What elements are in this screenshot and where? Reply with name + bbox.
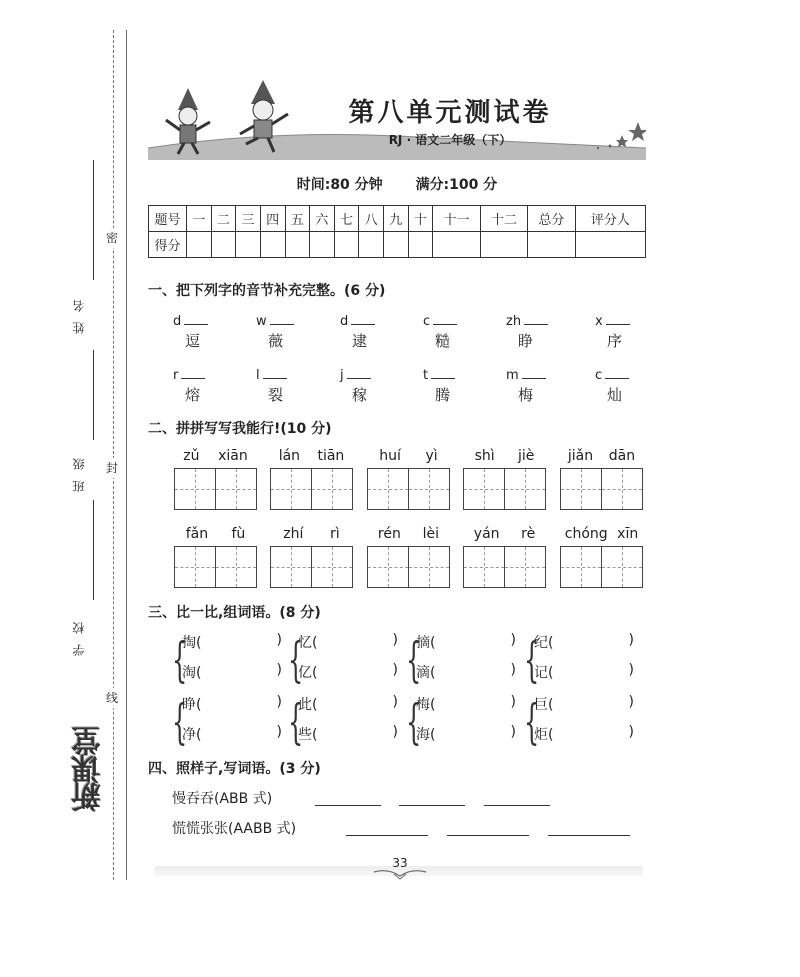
score-table-score-row (149, 232, 646, 258)
score-col: 六 (310, 206, 335, 232)
page-title: 第八单元测试卷 (348, 98, 552, 128)
q1-pinyin: w (256, 314, 267, 329)
pair-char: 净( (182, 727, 202, 743)
pair-char: 睁( (182, 697, 202, 713)
pair-row-top[interactable] (534, 694, 634, 714)
pair-char: 海( (416, 727, 436, 743)
q1-pinyin: d (340, 314, 349, 329)
page-number: 33 (392, 856, 408, 870)
score-col: 十二 (480, 206, 527, 232)
q1-char: 睁 (518, 332, 534, 350)
score-table-row2-label: 得分 (149, 232, 187, 258)
brace-icon: { (172, 632, 188, 688)
grid-pinyin: jiǎn (567, 448, 594, 464)
grid-pinyin: fǎn (185, 526, 209, 542)
score-col: 一 (187, 206, 212, 232)
q4-title: 四、照样子,写词语。(3 分) (148, 761, 321, 777)
pair-char: 亿( (298, 665, 318, 681)
answer-blank[interactable] (484, 804, 550, 806)
grid-pinyin: zǔ (183, 448, 200, 464)
pair-char: 炬( (534, 727, 554, 743)
pinyin-grid[interactable] (463, 526, 546, 588)
pair-char: 忆( (298, 635, 318, 651)
answer-blank[interactable] (346, 834, 428, 836)
full-score: 满分:100 分 (415, 177, 498, 193)
tian-box[interactable] (312, 547, 352, 587)
ornament-icon (370, 866, 430, 880)
pair-char: 些( (298, 727, 318, 743)
score-col: 评分人 (575, 206, 645, 232)
q1-pinyin: d (173, 314, 182, 329)
tian-box[interactable] (271, 469, 312, 509)
score-cell[interactable] (260, 232, 285, 258)
grid-pinyin: lèi (422, 526, 440, 542)
pinyin-grid[interactable] (270, 526, 353, 588)
pinyin-grid[interactable] (367, 448, 450, 510)
q1-item[interactable] (595, 312, 645, 351)
q1-pinyin: j (340, 368, 344, 383)
grid-pinyin: xiān (218, 448, 248, 464)
q1-item[interactable] (256, 312, 306, 351)
pair-row-top[interactable] (298, 632, 398, 652)
pair-close: ) (392, 632, 398, 648)
compare-pair (288, 632, 398, 692)
pair-char: 摘( (416, 635, 436, 651)
compare-pair (288, 694, 398, 754)
q1-char: 裂 (268, 386, 284, 404)
tian-box[interactable] (409, 469, 449, 509)
pair-char: 淘( (182, 665, 202, 681)
grid-pinyin: dān (608, 448, 636, 464)
pair-row-top[interactable] (416, 694, 516, 714)
score-cell[interactable] (480, 232, 527, 258)
pair-row-top[interactable] (416, 632, 516, 652)
pair-close: ) (628, 724, 634, 740)
score-cell[interactable] (408, 232, 433, 258)
tian-box[interactable] (505, 469, 545, 509)
answer-blank[interactable] (447, 834, 529, 836)
brace-icon: { (406, 632, 422, 688)
brace-icon: { (288, 632, 304, 688)
page-subtitle: RJ · 语文二年级（下） (388, 133, 512, 147)
score-col: 总分 (528, 206, 575, 232)
pair-close: ) (628, 662, 634, 678)
q3-title: 三、比一比,组词语。(8 分) (148, 605, 321, 621)
brace-icon: { (406, 694, 422, 750)
grid-pinyin: yì (425, 448, 438, 464)
pair-char: 此( (298, 697, 318, 713)
q2-title: 二、拼拼写写我能行!(10 分) (148, 421, 332, 437)
score-col: 二 (211, 206, 236, 232)
compare-pair (524, 694, 634, 754)
exam-info (148, 174, 646, 194)
q1-pinyin: t (423, 368, 429, 383)
q1-pinyin: c (423, 314, 431, 329)
score-cell[interactable] (285, 232, 310, 258)
score-col: 三 (236, 206, 261, 232)
pair-close: ) (628, 694, 634, 710)
score-cell[interactable] (575, 232, 645, 258)
pair-close: ) (276, 662, 282, 678)
q1-item[interactable] (256, 366, 306, 405)
q1-char: 梅 (518, 386, 534, 404)
score-cell[interactable] (528, 232, 575, 258)
tian-box[interactable] (175, 547, 216, 587)
pair-close: ) (510, 724, 516, 740)
pair-row-top[interactable] (182, 694, 282, 714)
pair-char: 滴( (416, 665, 436, 681)
grid-pinyin: rè (521, 526, 536, 542)
score-table-row1-label: 题号 (149, 206, 187, 232)
q1-pinyin: c (595, 368, 603, 383)
tian-box[interactable] (409, 547, 449, 587)
tian-box[interactable] (216, 469, 256, 509)
tian-box[interactable] (464, 469, 505, 509)
q1-item[interactable] (340, 366, 390, 405)
pinyin-grid[interactable] (560, 448, 643, 510)
score-col: 十 (408, 206, 433, 232)
brace-icon: { (288, 694, 304, 750)
q1-char: 序 (607, 332, 623, 350)
score-col: 十一 (433, 206, 480, 232)
school-label: 学校 (72, 612, 86, 656)
q1-pinyin: r (173, 368, 179, 383)
answer-blank[interactable] (548, 834, 630, 836)
pair-close: ) (276, 694, 282, 710)
pinyin-grid[interactable] (174, 526, 257, 588)
binding-solid-line (126, 30, 127, 880)
stars-icon (597, 122, 646, 149)
binding-dashed-line (113, 30, 114, 880)
q1-pinyin: x (595, 314, 603, 329)
q4-example-aabb: 慌慌张张(AABB 式) (172, 821, 297, 837)
pair-char: 记( (534, 665, 554, 681)
binding-sealed: 封 (106, 458, 118, 478)
grid-pinyin: tiān (317, 448, 345, 464)
brace-icon: { (524, 694, 540, 750)
tian-box[interactable] (368, 469, 409, 509)
q1-title: 一、把下列字的音节补充完整。(6 分) (148, 283, 386, 299)
grid-pinyin: yán (473, 526, 500, 542)
score-col: 七 (334, 206, 359, 232)
score-cell[interactable] (187, 232, 212, 258)
pair-row-bottom[interactable] (298, 724, 398, 744)
q1-char: 稼 (352, 386, 368, 404)
score-col: 四 (260, 206, 285, 232)
q1-item[interactable] (423, 312, 473, 351)
grid-pinyin: huí (379, 448, 401, 464)
q4-example-abb: 慢吞吞(ABB 式) (172, 791, 273, 807)
grid-pinyin: zhí (283, 526, 304, 542)
name-label: 姓名 (72, 290, 86, 334)
pair-close: ) (392, 662, 398, 678)
grid-pinyin: lán (278, 448, 301, 464)
class-label: 班级 (72, 448, 86, 492)
q1-item[interactable] (340, 312, 390, 351)
grid-pinyin: xīn (617, 526, 639, 542)
pair-close: ) (510, 694, 516, 710)
name-blank[interactable] (93, 160, 94, 280)
pair-close: ) (392, 724, 398, 740)
pair-row-top[interactable] (182, 632, 282, 652)
grid-pinyin: rén (377, 526, 401, 542)
score-table (148, 205, 646, 258)
compare-pair (524, 632, 634, 692)
pinyin-grid[interactable] (463, 448, 546, 510)
pinyin-grid[interactable] (560, 526, 643, 588)
pinyin-grid[interactable] (367, 526, 450, 588)
score-cell[interactable] (236, 232, 261, 258)
tian-box[interactable] (175, 469, 216, 509)
class-blank[interactable] (93, 350, 94, 440)
q1-pinyin: l (256, 368, 260, 383)
score-cell[interactable] (211, 232, 236, 258)
compare-pair (172, 694, 282, 754)
pair-row-bottom[interactable] (298, 662, 398, 682)
score-cell[interactable] (359, 232, 384, 258)
pair-row-bottom[interactable] (534, 662, 634, 682)
pair-close: ) (276, 632, 282, 648)
q1-char: 腾 (435, 386, 451, 404)
compare-pair (406, 632, 516, 692)
q1-char: 糙 (435, 332, 451, 350)
pair-close: ) (392, 694, 398, 710)
time-limit: 时间:80 分钟 (296, 177, 383, 193)
tian-box[interactable] (561, 547, 602, 587)
pair-row-bottom[interactable] (182, 662, 282, 682)
q1-item[interactable] (173, 366, 223, 405)
pair-row-bottom[interactable] (416, 724, 516, 744)
q1-pinyin: zh (506, 314, 522, 329)
brand-logo: 新课堂 (72, 728, 107, 812)
score-cell[interactable] (334, 232, 359, 258)
compare-pair (406, 694, 516, 754)
score-table-header-row (149, 206, 646, 232)
score-cell[interactable] (310, 232, 335, 258)
pair-char: 纪( (534, 635, 554, 651)
q1-item[interactable] (506, 366, 566, 405)
score-col: 九 (384, 206, 409, 232)
binding-seal: 密 (106, 228, 118, 248)
tian-box[interactable] (561, 469, 602, 509)
pair-row-top[interactable] (298, 694, 398, 714)
score-cell[interactable] (384, 232, 409, 258)
compare-pair (172, 632, 282, 692)
school-blank[interactable] (93, 500, 94, 600)
q1-char: 逮 (352, 332, 368, 350)
pair-close: ) (628, 632, 634, 648)
brace-icon: { (524, 632, 540, 688)
pair-row-bottom[interactable] (416, 662, 516, 682)
score-col: 五 (285, 206, 310, 232)
grid-pinyin: chóng (564, 526, 608, 542)
pair-char: 梅( (416, 697, 436, 713)
score-cell[interactable] (433, 232, 480, 258)
pair-row-bottom[interactable] (534, 724, 634, 744)
q1-char: 薇 (268, 332, 284, 350)
q1-char: 灿 (607, 386, 623, 404)
grid-pinyin: rì (330, 526, 340, 542)
q1-item[interactable] (506, 312, 566, 351)
tian-box[interactable] (271, 547, 312, 587)
brace-icon: { (172, 694, 188, 750)
tian-box[interactable] (464, 547, 505, 587)
grid-pinyin: jiè (517, 448, 535, 464)
pinyin-grid[interactable] (270, 448, 353, 510)
pair-close: ) (276, 724, 282, 740)
pinyin-grid[interactable] (174, 448, 257, 510)
q1-pinyin: m (506, 368, 519, 383)
q1-item[interactable] (595, 366, 645, 405)
grid-pinyin: shì (474, 448, 495, 464)
pair-close: ) (510, 662, 516, 678)
tian-box[interactable] (312, 469, 352, 509)
q1-char: 熔 (185, 386, 201, 404)
score-col: 八 (359, 206, 384, 232)
pair-char: 巨( (534, 697, 554, 713)
pair-row-top[interactable] (534, 632, 634, 652)
tian-box[interactable] (602, 469, 642, 509)
tian-box[interactable] (602, 547, 642, 587)
tian-box[interactable] (368, 547, 409, 587)
pair-row-bottom[interactable] (182, 724, 282, 744)
tian-box[interactable] (505, 547, 545, 587)
q1-item[interactable] (173, 312, 223, 351)
pair-close: ) (510, 632, 516, 648)
binding-line: 线 (106, 688, 118, 708)
q1-char: 逗 (185, 332, 201, 350)
pair-char: 掏( (182, 635, 202, 651)
grid-pinyin: fù (231, 526, 246, 542)
answer-blank[interactable] (399, 804, 465, 806)
tian-box[interactable] (216, 547, 256, 587)
q1-item[interactable] (423, 366, 473, 405)
answer-blank[interactable] (315, 804, 381, 806)
